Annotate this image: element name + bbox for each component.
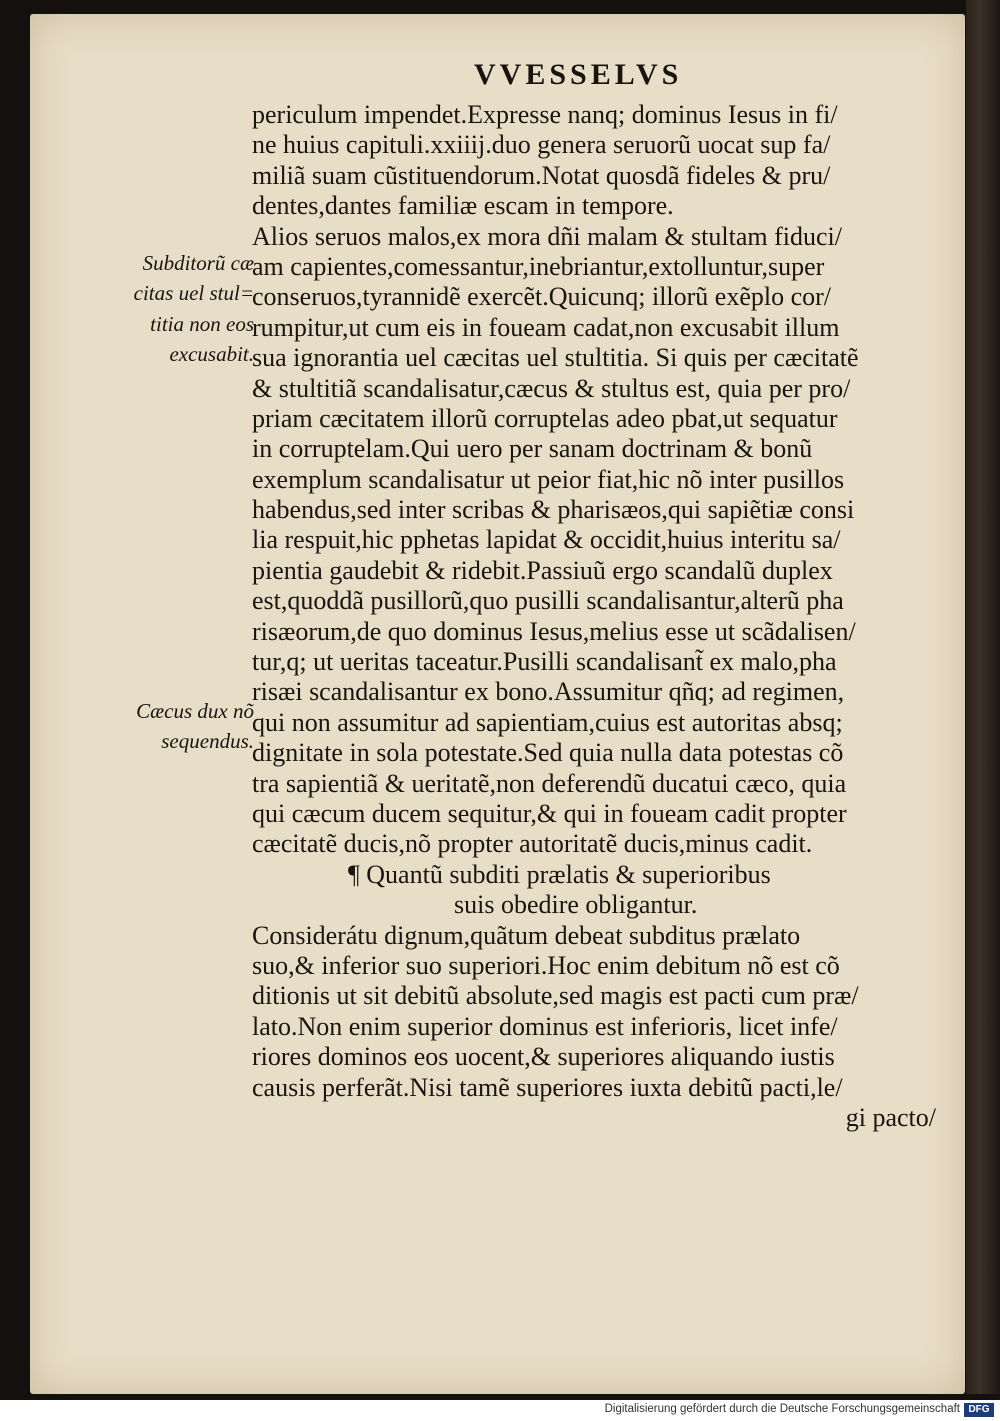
text-line: & stultitiã scandalisatur,cæcus & stultus est, quia per pro/ xyxy=(252,373,851,403)
marginal-note-2 xyxy=(104,696,254,757)
text-line: est,quoddã pusillorũ,quo pusilli scandalisantur,alterũ pha xyxy=(252,586,844,616)
marginal-line: titia non eos xyxy=(150,311,254,336)
text-line: risæi scandalisantur ex bono.Assumitur qñq; ad regimen, xyxy=(252,677,845,707)
text-line: riores dominos eos uocent,& superiores aliquando iustis xyxy=(252,1042,835,1072)
dfg-logo: DFG xyxy=(964,1403,994,1417)
text-line: rumpitur,ut cum eis in foueam cadat,non excusabit illum xyxy=(252,312,840,342)
marginal-line: Subditorũ cæ xyxy=(142,251,254,275)
text-line: dentes,dantes familiæ escam in tempore. xyxy=(252,191,674,221)
text-line: qui cæcum ducem sequitur,& qui in foueam cadit propter xyxy=(252,798,847,828)
funding-credit: Digitalisierung gefördert durch die Deutsche Forschungsgemeinschaft xyxy=(604,1403,960,1415)
text-line: habendus,sed inter scribas & pharisæos,qui sapiẽtiæ consi xyxy=(252,495,855,525)
body-text xyxy=(252,100,942,1133)
marginal-line: excusabit. xyxy=(169,342,254,367)
catchword-line: gi pacto/ xyxy=(845,1102,936,1132)
text-line: priam cæcitatem illorũ corruptelas adeo pbat,ut sequatur xyxy=(252,403,838,433)
running-head: VVESSELVS xyxy=(474,58,683,91)
text-line: cæcitatẽ ducis,nõ propter autoritatẽ ducis,minus cadit. xyxy=(252,829,813,859)
section-heading-line: suis obedire obligantur. xyxy=(454,890,698,920)
marginal-note-1 xyxy=(104,248,254,370)
text-line: qui non assumitur ad sapientiam,cuius est autoritas absq; xyxy=(252,707,843,737)
text-line: am capientes,comessantur,inebriantur,extolluntur,super xyxy=(252,251,825,281)
text-line: suo,& inferior suo superiori.Hoc enim debitum nõ est cõ xyxy=(252,950,840,980)
text-line: Considerátu dignum,quãtum debeat subditus prælato xyxy=(252,920,801,950)
text-line: periculum impendet.Expresse nanq; dominus Iesus in fi/ xyxy=(252,100,838,129)
text-line: conseruos,tyrannidẽ exercẽt.Quicunq; illorũ exẽplo cor/ xyxy=(252,282,832,312)
text-line: in corruptelam.Qui uero per sanam doctrinam & bonũ xyxy=(252,434,813,464)
text-line: ne huius capituli.xxiiij.duo genera seruorũ uocat sup fa/ xyxy=(252,130,831,160)
text-line: lia respuit,hic pphetas lapidat & occidit,huius interitu sa/ xyxy=(252,525,841,555)
marginal-line: sequendus. xyxy=(161,729,254,754)
text-line: sua ignorantia uel cæcitas uel stultitia. Si quis per cæcitatẽ xyxy=(252,343,859,373)
text-line: risæorum,de quo dominus Iesus,melius esse ut scãdalisen/ xyxy=(252,616,856,646)
text-line: Alios seruos malos,ex mora dñi malam & stultam fiduci/ xyxy=(252,221,842,251)
text-line: exemplum scandalisatur ut peior fiat,hic nõ inter pusillos xyxy=(252,464,845,494)
text-line: ditionis ut sit debitũ absolute,sed magis est pacti cum præ/ xyxy=(252,981,859,1011)
book-edge xyxy=(966,0,1000,1394)
marginal-line: citas uel stul= xyxy=(133,281,254,306)
section-heading-line: ¶ Quantũ subditi prælatis & superioribus xyxy=(348,859,771,889)
text-line: dignitate in sola potestate.Sed quia nulla data potestas cõ xyxy=(252,738,844,768)
text-line: lato.Non enim superior dominus est inferioris, licet infe/ xyxy=(252,1011,838,1041)
text-line: pientia gaudebit & ridebit.Passiuũ ergo scandalũ duplex xyxy=(252,555,833,585)
marginal-line: Cæcus dux nõ xyxy=(136,699,254,723)
text-line: miliã suam cũstituendorum.Notat quosdã fideles & pru/ xyxy=(252,160,831,190)
footer-bar xyxy=(0,1400,1000,1421)
text-line: causis perferãt.Nisi tamẽ superiores iuxta debitũ pacti,le/ xyxy=(252,1072,843,1102)
text-line: tur,q; ut ueritas taceatur.Pusilli scandalisant̃ ex malo,pha xyxy=(252,647,837,677)
text-line: tra sapientiã & ueritatẽ,non deferendũ ducatui cæco, quia xyxy=(252,768,847,798)
